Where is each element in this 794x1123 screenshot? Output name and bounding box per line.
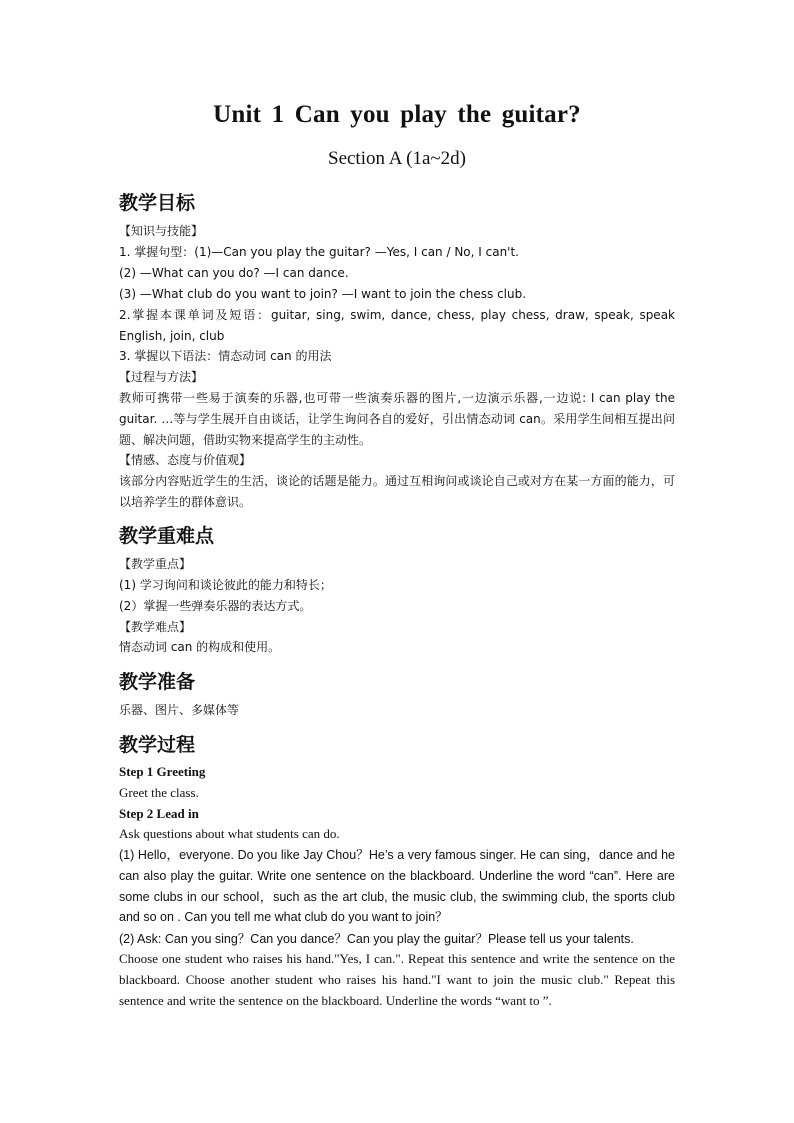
- focus-item-1: (1) 学习询问和谈论彼此的能力和特长；: [119, 578, 332, 592]
- difficulty-text: 情态动词 can 的构成和使用。: [119, 640, 281, 654]
- focus-label: 【教学重点】: [119, 557, 192, 571]
- document-title: Unit 1 Can you play the guitar?: [213, 101, 581, 128]
- procedure-heading: 教学过程: [119, 734, 196, 756]
- objective-item-3: 3. 掌握以下语法：情态动词 can 的用法: [119, 349, 332, 363]
- process-label: 【过程与方法】: [119, 370, 204, 384]
- objectives-heading: 教学目标: [119, 192, 196, 214]
- procedure-paragraph-2a: (2) Ask: Can you sing？Can you dance？Can you play the guitar？Please tell us your talents.: [119, 932, 634, 946]
- emotion-label: 【情感、态度与价值观】: [119, 453, 252, 467]
- process-text: 教师可携带一些易于演奏的乐器,也可带一些演奏乐器的图片,一边演示乐器,一边说: I can play the guitar. …等与学生展开自由谈话，让学生询问各自的爱好，引出情态动词 can。采用学生间相互提出问题、解决问题，借助实物来提高学生的主动性。: [119, 391, 675, 447]
- procedure-paragraph-2b: Choose one student who raises his hand."Yes, I can.". Repeat this sentence and write the sentence on the blackboard. Choose another student who raises his hand."I want to join the music club." Repeat this sentence and write the sentence on the blackboard. Underline the words “want to ”.: [119, 951, 675, 1008]
- step1-text: Greet the class.: [119, 785, 199, 800]
- document-subtitle: Section A (1a~2d): [328, 148, 466, 169]
- objective-item-1c: (3) —What club do you want to join? —I want to join the chess club.: [119, 287, 527, 301]
- key-points-heading: 教学重难点: [119, 525, 215, 547]
- emotion-text: 该部分内容贴近学生的生活，谈论的话题是能力。通过互相询问或谈论自己或对方在某一方面的能力，可以培养学生的群体意识。: [119, 474, 675, 509]
- objective-item-1: 1. 掌握句型：(1)—Can you play the guitar? —Yes, I can / No, I can't.: [119, 245, 519, 259]
- focus-item-2: (2）掌握一些弹奏乐器的表达方式。: [119, 599, 312, 613]
- objective-item-2: 2.掌握本课单词及短语：guitar, sing, swim, dance, chess, play chess, draw, speak, speak English, join, club: [119, 308, 675, 343]
- preparation-heading: 教学准备: [119, 671, 196, 693]
- knowledge-label: 【知识与技能】: [119, 224, 204, 238]
- step2-title: Step 2 Lead in: [119, 806, 199, 821]
- step2-text: Ask questions about what students can do.: [119, 826, 340, 841]
- preparation-text: 乐器、图片、多媒体等: [119, 703, 240, 717]
- difficulty-label: 【教学难点】: [119, 620, 192, 634]
- procedure-paragraph-1: (1) Hello，everyone. Do you like Jay Chou？He’s a very famous singer. He can sing，dance and he can also play the guitar. Write one sentence on the blackboard. Underline the word “can”. Here are some clubs in our school，such as the art club, the music club, the swimming club, the sports club and so on . Can you tell me what club do you want to join？: [119, 848, 675, 925]
- objective-item-1b: (2) —What can you do? —I can dance.: [119, 266, 349, 280]
- step1-title: Step 1 Greeting: [119, 764, 206, 779]
